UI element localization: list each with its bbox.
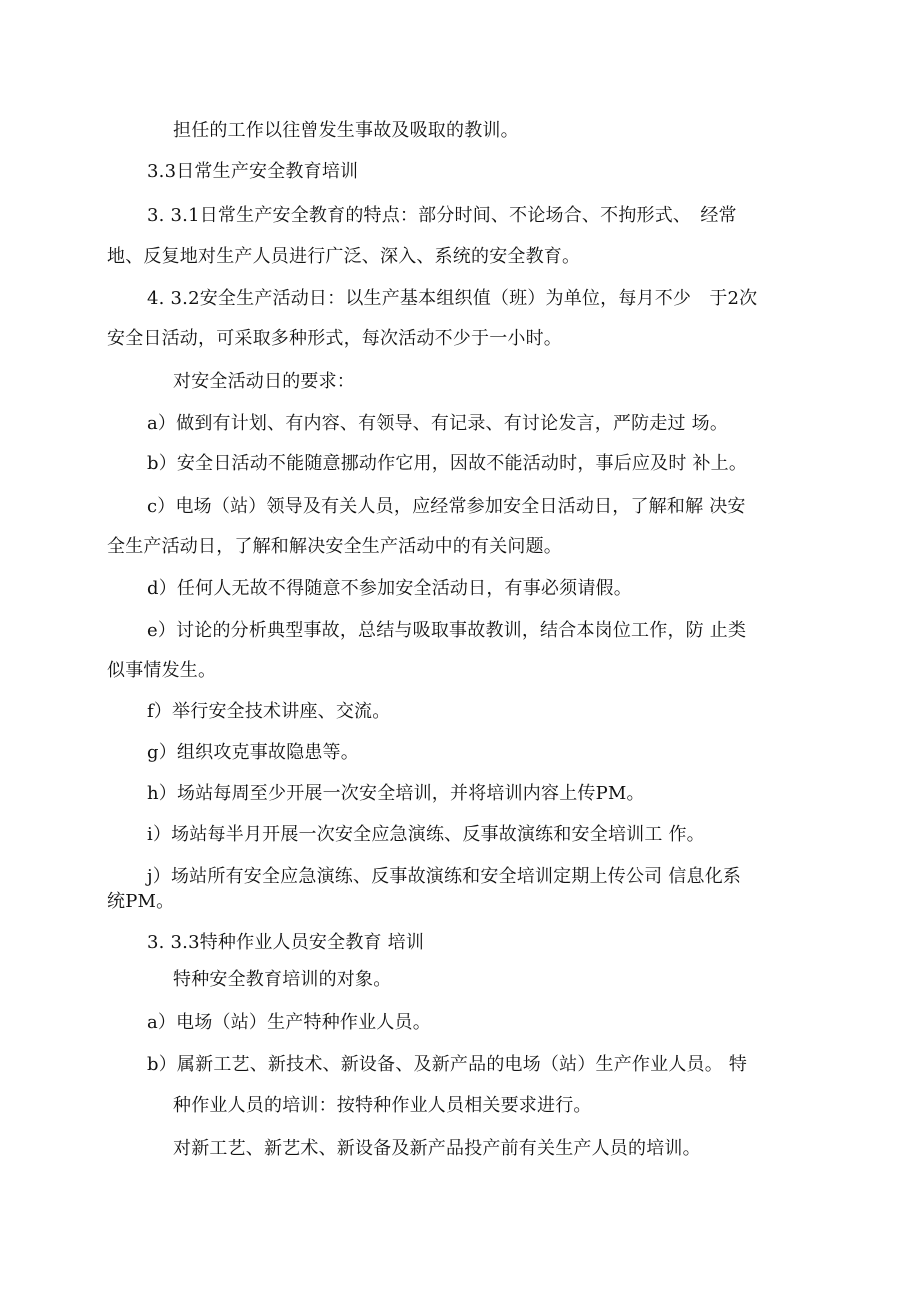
text-line: 种作业人员的培训：按特种作业人员相关要求进行。: [173, 1095, 592, 1116]
list-item: c）电场（站）领导及有关人员，应经常参加安全日活动日，了解和解 决安: [147, 496, 746, 517]
text-line: 担任的工作以往曾发生事故及吸取的教训。: [173, 120, 519, 141]
text-line: 4. 3.2安全生产活动日：以生产基本组织值（班）为单位，每月不少 于2次: [147, 288, 758, 309]
text-line: 统PM。: [107, 891, 175, 912]
list-item: b）安全日活动不能随意挪动作它用，因故不能活动时，事后应及时 补上。: [147, 453, 748, 474]
list-item: d）任何人无故不得随意不参加安全活动日，有事必须请假。: [147, 578, 632, 599]
list-item: f）举行安全技术讲座、交流。: [147, 701, 391, 722]
text-line: 全生产活动日，了解和解决安全生产活动中的有关问题。: [107, 536, 562, 557]
list-item: j）场站所有安全应急演练、反事故演练和安全培训定期上传公司 信息化系: [147, 866, 742, 887]
list-item: e）讨论的分析典型事故，总结与吸取事故教训，结合本岗位工作，防 止类: [147, 620, 747, 641]
text-line: 3. 3.1日常生产安全教育的特点：部分时间、不论场合、不拘形式、 经常: [147, 205, 737, 226]
text-line: 对新工艺、新艺术、新设备及新产品投产前有关生产人员的培训。: [173, 1138, 701, 1159]
list-item: a）做到有计划、有内容、有领导、有记录、有讨论发言，严防走过 场。: [147, 413, 729, 434]
list-item: g）组织攻克事故隐患等。: [147, 742, 359, 763]
text-line: 地、反复地对生产人员进行广泛、深入、系统的安全教育。: [107, 246, 581, 267]
text-line: 安全日活动，可采取多种形式，每次活动不少于一小时。: [107, 328, 562, 349]
text-line: 特种安全教育培训的对象。: [173, 969, 392, 990]
section-heading: 3. 3.3特种作业人员安全教育 培训: [147, 932, 425, 953]
text-line: 似事情发生。: [107, 660, 217, 681]
list-item: h）场站每周至少开展一次安全培训，并将培训内容上传PM。: [147, 783, 645, 804]
text-line: 对安全活动日的要求：: [173, 371, 355, 392]
list-item: b）属新工艺、新技术、新设备、及新产品的电场（站）生产作业人员。 特: [147, 1054, 748, 1075]
section-heading: 3.3日常生产安全教育培训: [147, 161, 359, 182]
list-item: i）场站每半月开展一次安全应急演练、反事故演练和安全培训工 作。: [147, 824, 705, 845]
list-item: a）电场（站）生产特种作业人员。: [147, 1012, 431, 1033]
